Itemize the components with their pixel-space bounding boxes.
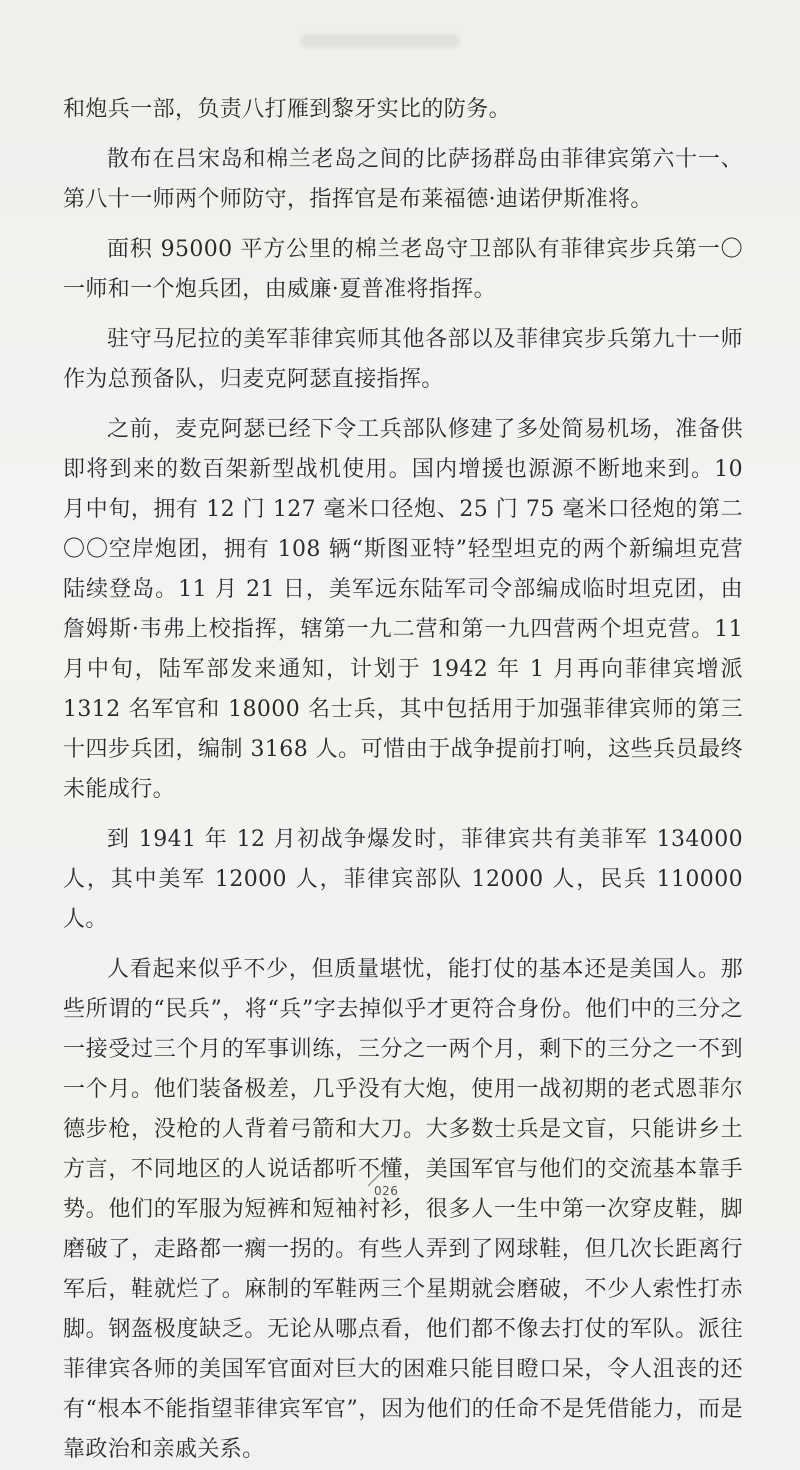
paragraph: 和炮兵一部，负责八打雁到黎牙实比的防务。 [63, 97, 512, 122]
paragraph: 散布在吕宋岛和棉兰老岛之间的比萨扬群岛由菲律宾第六十一、第八十一师两个师防守，指挥官是布莱福德·迪诺伊斯准将。 [63, 147, 743, 212]
paragraph: 之前，麦克阿瑟已经下令工兵部队修建了多处简易机场，准备供即将到来的数百架新型战机使用。国内增援也源源不断地来到。10 月中旬，拥有 12 门 127 毫米口径炮、25 门 75 毫米口径炮的第二〇〇空岸炮团，拥有 108 辆“斯图亚特”轻型坦克的两个新编坦克营陆续登岛。11 月 21 日，美军远东陆军司令部编成临时坦克团，由詹姆斯·韦弗上校指挥，辖第一九二营和第一九四营两个坦克营。11 月中旬，陆军部发来通知，计划于 1942 年 1 月再向菲律宾增派 1312 名军官和 18000 名士兵，其中包括用于加强菲律宾师的第三十四步兵团，编制 3168 人。可惜由于战争提前打响，这些兵员最终未能成行。 [63, 417, 743, 802]
paragraph: 人看起来似乎不少，但质量堪忧，能打仗的基本还是美国人。那些所谓的“民兵”，将“兵”字去掉似乎才更符合身份。他们中的三分之一接受过三个月的军事训练，三分之一两个月，剩下的三分之一不到一个月。他们装备极差，几乎没有大炮，使用一战初期的老式恩菲尔德步枪，没枪的人背着弓箭和大刀。大多数士兵是文盲，只能讲乡土方言，不同地区的人说话都听不懂，美国军官与他们的交流基本靠手势。他们的军服为短裤和短袖衬衫，很多人一生中第一次穿皮鞋，脚磨破了，走路都一瘸一拐的。有些人弄到了网球鞋，但几次长距离行军后，鞋就烂了。麻制的军鞋两三个星期就会磨破，不少人索性打赤脚。钢盔极度缺乏。无论从哪点看，他们都不像去打仗的军队。派往菲律宾各师的美国军官面对巨大的困难只能目瞪口呆，令人沮丧的还有“根本不能指望菲律宾军官”，因为他们的任命不是凭借能力，而是靠政治和亲戚关系。 [63, 957, 743, 1462]
paragraph: 到 1941 年 12 月初战争爆发时，菲律宾共有美菲军 134000 人，其中美军 12000 人，菲律宾部队 12000 人，民兵 110000 人。 [63, 827, 743, 932]
body-text [63, 90, 743, 1470]
page-footer [0, 1150, 800, 1210]
paragraph: 面积 95000 平方公里的棉兰老岛守卫部队有菲律宾步兵第一〇一师和一个炮兵团，由威廉·夏普准将指挥。 [63, 237, 743, 302]
header-smudge [300, 34, 460, 48]
page-number: 026 [374, 1184, 399, 1198]
paragraph: 驻守马尼拉的美军菲律宾师其他各部以及菲律宾步兵第九十一师作为总预备队，归麦克阿瑟直接指挥。 [63, 327, 743, 392]
